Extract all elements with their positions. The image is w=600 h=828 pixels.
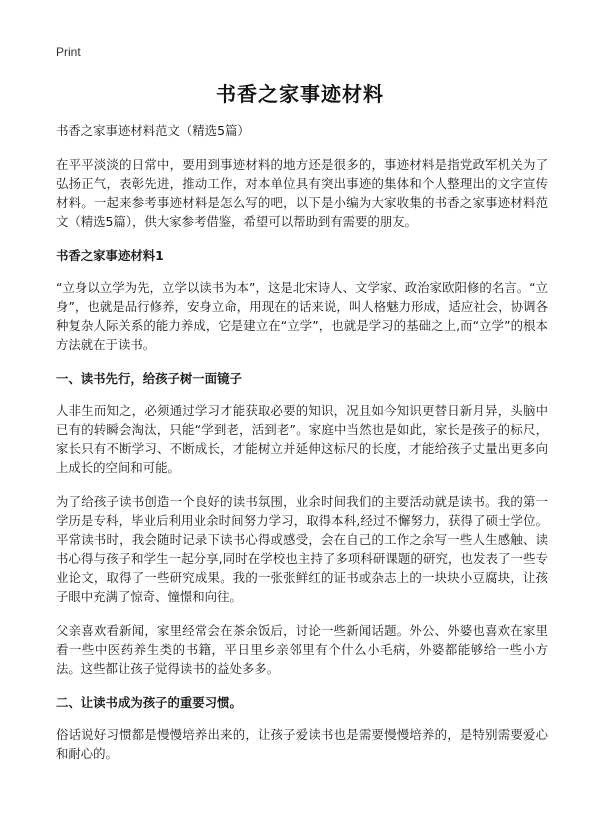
document-title: 书香之家事迹材料: [216, 82, 384, 106]
intro-paragraph: 在平平淡淡的日常中，要用到事迹材料的地方还是很多的，事迹材料是指党政军机关为了弘扬正气，表彰先进，推动工作，对本单位具有突出事迹的集体和个人整理出的文字宣传材料。一起来参考事迹材料是怎么写的吧，以下是小编为大家收集的书香之家事迹材料范文（精选5篇），供大家参考借鉴，希望可以帮助到有需要的朋友。: [56, 157, 548, 229]
document-subtitle: 书香之家事迹材料范文（精选5篇）: [56, 123, 250, 138]
part-heading: 一、读书先行，给孩子树一面镜子: [56, 371, 242, 386]
part-heading: 二、让读书成为孩子的重要习惯。: [56, 695, 242, 710]
paragraph: 为了给孩子读书创造一个良好的读书氛围，业余时间我们的主要活动就是读书。我的第一学历是专科，毕业后利用业余时间努力学习，取得本科,经过不懈努力，获得了硕士学位。平常读书时，我会随时记录下读书心得或感受，会在自己的工作之余写一些人生感触、读书心得与孩子和学生一起分享,同时在学校也主持了多项科研课题的研究，也发表了一些专业论文，取得了一些研究成果。我的一张张鲜红的证书或杂志上的一块块小豆腐块，让孩子眼中充满了惊奇、憧憬和向往。: [56, 494, 548, 604]
paragraph: “立身以立学为先，立学以读书为本”，这是北宋诗人、文学家、政治家欧阳修的名言。“立身”，也就是品行修养，安身立命，用现在的话来说，叫人格魅力形成，适应社会，协调各种复杂人际关系的能力养成，它是建立在“立学”，也就是学习的基础之上,而“立学”的根本方法就在于读书。: [56, 280, 548, 352]
document-body: [56, 121, 548, 778]
paragraph: 俗话说好习惯都是慢慢培养出来的，让孩子爱读书也是需要慢慢培养的，是特别需要爱心和耐心的。: [56, 727, 548, 761]
section-heading: 书香之家事迹材料1: [56, 248, 164, 263]
paragraph: 人非生而知之，必须通过学习才能获取必要的知识，况且如今知识更替日新月异，头脑中已有的转瞬会淘汰，只能“学到老，活到老”。家庭中当然也是如此，家长是孩子的标尺，家长只有不断学习、不断成长，才能树立并延伸这标尺的长度，才能给孩子丈量出更多向上成长的空间和可能。: [56, 403, 548, 475]
print-label[interactable]: Print: [56, 45, 81, 59]
paragraph: 父亲喜欢看新闻，家里经常会在茶余饭后，讨论一些新闻话题。外公、外婆也喜欢在家里看一些中医药养生类的书籍，平日里乡亲邻里有个什么小毛病，外婆都能够给一些小方法。这些都让孩子觉得读书的益处多多。: [56, 623, 548, 676]
